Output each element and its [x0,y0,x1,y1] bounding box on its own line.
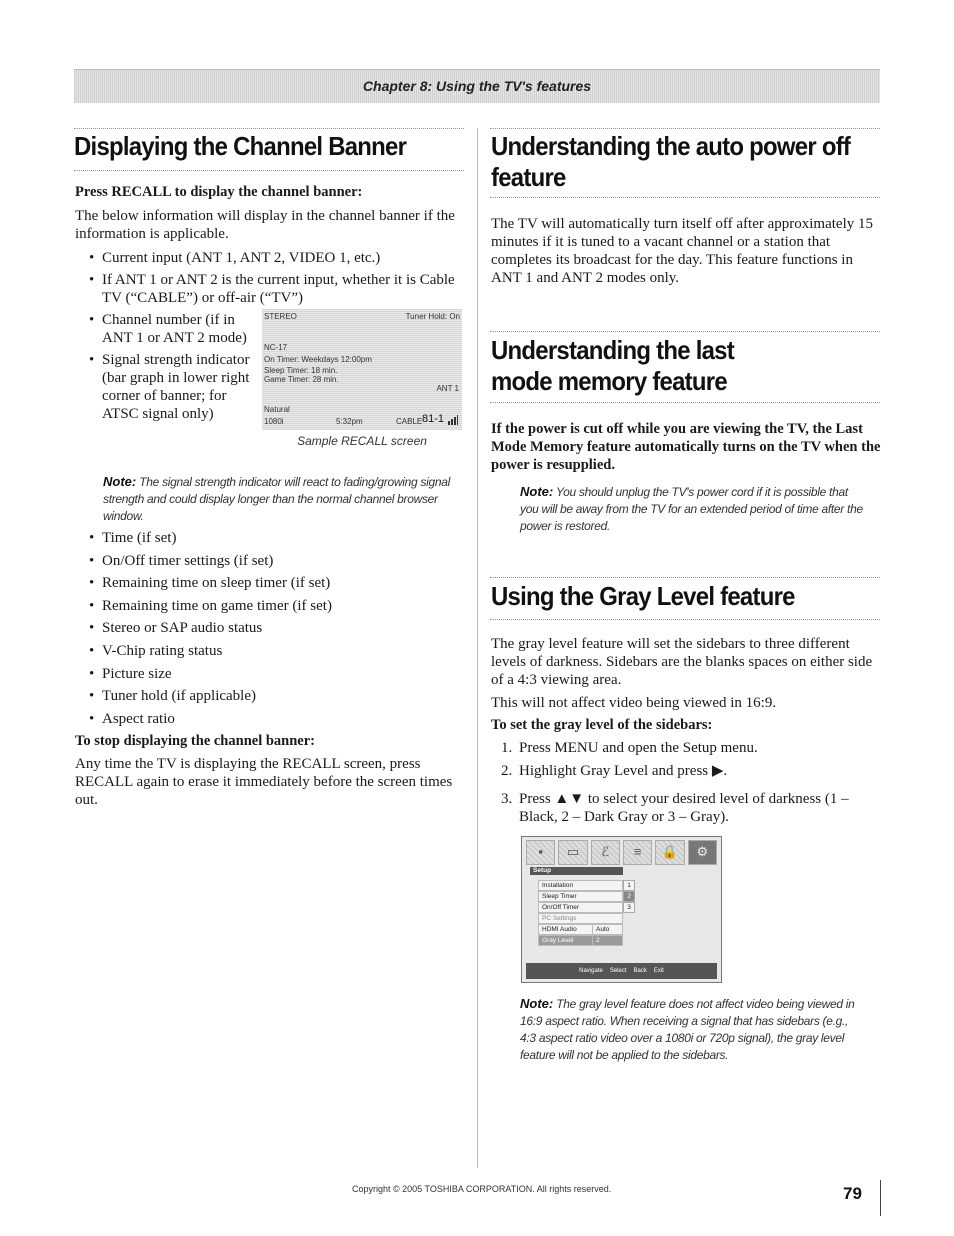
list-item: • Current input (ANT 1, ANT 2, VIDEO 1, etc.) [75,249,465,267]
note-label: Note: [520,484,554,499]
section-title-gray-level: Using the Gray Level feature [491,581,795,611]
preferences-menu-icon: ℰ [591,840,620,865]
gray-note [520,995,865,1064]
back-hint: Back [633,968,647,974]
banner-intro: The below information will display in the channel banner if the information is applicable. [75,208,455,242]
column-divider [477,128,478,1168]
last-mode-note [520,483,865,535]
list-item: • Signal strength indicator (bar graph in lower right corner of banner; for ATSC signal only) [75,351,255,423]
step-item [491,739,871,757]
gray-lead: To set the gray level of the sidebars: [491,717,713,733]
picture-menu-icon: ▪ [526,840,555,865]
list-item: • Tuner hold (if applicable) [75,687,465,705]
recall-caption: Sample RECALL screen [297,434,427,448]
step-item [491,762,871,780]
setup-header: Setup [530,867,623,875]
signal-note [103,473,453,525]
list-item: • Time (if set) [75,529,465,547]
recall-game-timer: Game Timer: 28 min. [264,375,339,384]
gray-steps [491,739,871,826]
recall-rating: NC-17 [264,343,288,352]
banner-bullets-side [75,311,255,423]
note-text: The gray level feature does not affect video being viewed in 16:9 aspect ratio. When receiving a signal that has sidebars (e.g., 4:3 aspect ratio video over a 1080i or 720p signal), the gray level feature will not be applied to the sidebars. [520,997,855,1062]
banner-bullets-bottom [75,529,465,728]
recall-sleep-timer: Sleep Timer: 18 min. [264,366,338,375]
recall-picture-mode: Natural [264,405,290,414]
signal-strength-icon [448,415,458,425]
hdmi-audio-value: Auto [592,924,623,935]
gray-level-value: 2 [592,935,623,946]
list-item: • Aspect ratio [75,710,465,728]
section-rule [490,619,880,620]
setup-menu-image [521,836,722,983]
locks-menu-icon: 🔒 [655,840,684,865]
note-label: Note: [520,996,554,1011]
menu-footer [526,963,717,979]
stop-text: Any time the TV is displaying the RECALL screen, press RECALL again to erase it immediately before the screen times out. [75,756,453,808]
note-label: Note: [103,474,137,489]
audio-menu-icon: ▭ [558,840,587,865]
menu-item: PC Settings [538,913,623,924]
list-item: • Picture size [75,665,465,683]
recall-screen-image [262,309,462,430]
step-text: Highlight Gray Level and press ▶. [519,763,728,779]
recall-on-timer: On Timer: Weekdays 12:00pm [264,355,372,364]
list-item: • Remaining time on game timer (if set) [75,597,465,615]
applications-menu-icon: ≡ [623,840,652,865]
list-item: • Stereo or SAP audio status [75,619,465,637]
step-text: Press MENU and open the Setup menu. [519,740,758,756]
section-rule [74,170,464,171]
section-rule [490,577,880,578]
page-edge-rule [880,1180,881,1216]
menu-item: Sleep Timer [538,891,623,902]
section-rule [74,128,464,129]
menu-item: HDMI Audio [538,924,593,935]
page-number: 79 [843,1184,862,1203]
section-title-auto-power-off: Understanding the auto power off feature [491,131,851,192]
section-rule [490,128,880,129]
copyright: Copyright © 2005 TOSHIBA CORPORATION. All rights reserved. [352,1184,612,1194]
step-number: 1. [501,740,513,756]
stop-lead: To stop displaying the channel banner: [75,733,315,749]
section-title-last-mode: Understanding the last mode memory feature [491,335,734,396]
section-rule [490,402,880,403]
gray-option-selected: 2 [623,891,635,902]
recall-input: ANT 1 [436,384,459,393]
recall-stereo: STEREO [264,312,297,321]
recall-lead: Press RECALL to display the channel banner: [75,184,363,200]
gray-option: 3 [623,902,635,913]
recall-time: 5:32pm [336,417,363,426]
section-rule [490,197,880,198]
gray-text-1: The gray level feature will set the sidebars to three different levels of darkness. Sidebars are the blanks spaces on either side of a 4:3 viewing area. [491,636,873,688]
note-text: You should unplug the TV's power cord if it is possible that you will be away from the TV for an extended period of time after the power is restored. [520,485,863,533]
section-rule [490,331,880,332]
menu-item-gray-level: Gray Level [538,935,593,946]
list-item: • Remaining time on sleep timer (if set) [75,574,465,592]
select-hint: Select [609,968,627,974]
last-mode-lead: If the power is cut off while you are viewing the TV, the Last Mode Memory feature automatically turns on the TV when the power is resupplied. [491,421,881,473]
recall-tuner-hold: Tuner Hold: On [405,312,460,321]
gray-option: 1 [623,880,635,891]
step-item [491,790,871,826]
list-item: • If ANT 1 or ANT 2 is the current input, whether it is Cable TV (“CABLE”) or off-air (“TV”) [75,271,465,307]
menu-icon-row [526,840,717,865]
chapter-header [74,69,880,103]
banner-bullets-top [75,249,465,307]
navigate-hint: Navigate [579,968,603,974]
recall-resolution: 1080i [264,417,284,426]
recall-cable: CABLE [396,417,423,426]
menu-item: On/Off Timer [538,902,623,913]
chapter-title: Chapter 8: Using the TV's features [362,78,592,94]
list-item: • V-Chip rating status [75,642,465,660]
note-text: The signal strength indicator will react to fading/growing signal strength and could display longer than the normal channel browser window. [103,475,450,523]
step-text: Press ▲▼ to select your desired level of darkness (1 – Black, 2 – Dark Gray or 3 – Gray). [519,791,849,825]
list-item: • On/Off timer settings (if set) [75,552,465,570]
recall-channel: 81-1 [422,413,445,425]
exit-hint: Exit [653,968,664,974]
list-item: • Channel number (if in ANT 1 or ANT 2 mode) [75,311,255,347]
step-number: 2. [501,763,513,779]
setup-menu-icon: ⚙ [688,840,717,865]
auto-power-text: The TV will automatically turn itself off after approximately 15 minutes if it is tuned to a vacant channel or a station that completes its broadcast for the day. This feature functions in ANT 1 and ANT 2 modes only. [491,216,873,286]
menu-item: Installation [538,880,623,891]
gray-text-2: This will not affect video being viewed in 16:9. [491,695,777,711]
section-title-channel-banner: Displaying the Channel Banner [74,131,407,161]
step-number: 3. [501,791,513,807]
